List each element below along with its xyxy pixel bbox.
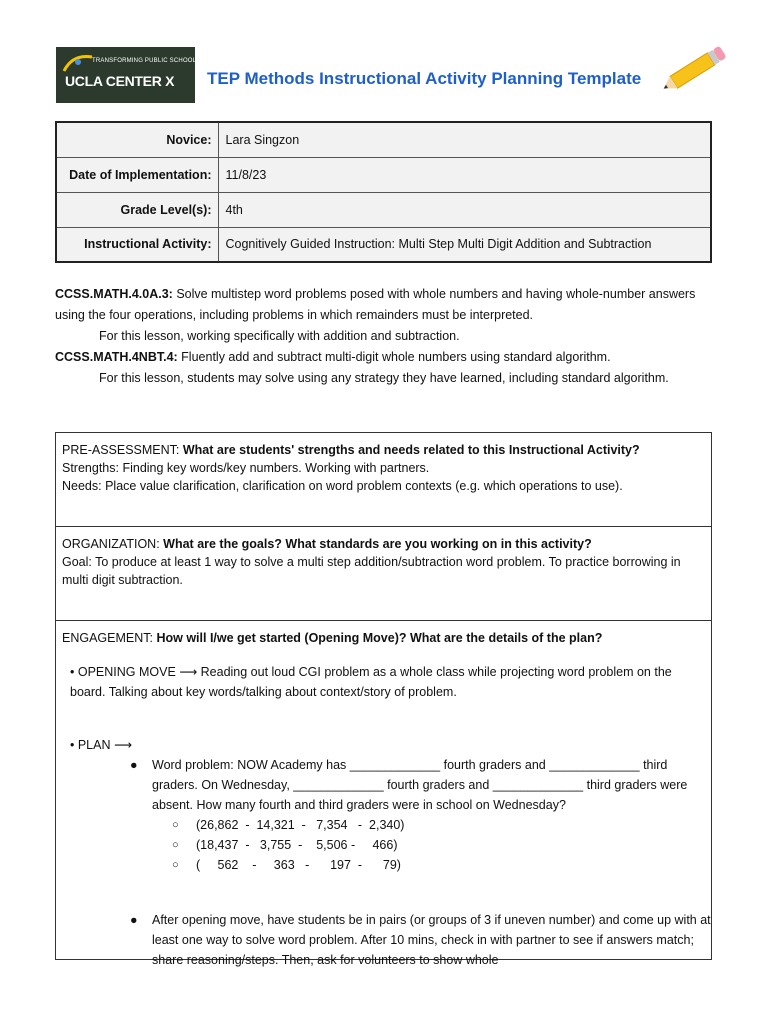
- number-set-text: (26,862 - 14,321 - 7,354 - 2,340): [196, 818, 405, 832]
- section-label: ENGAGEMENT:: [62, 631, 157, 645]
- plan-bullet-1: [56, 755, 711, 815]
- standard-note: For this lesson, working specifically with addition and subtraction.: [99, 329, 460, 343]
- number-set: [56, 855, 711, 875]
- info-label: Grade Level(s):: [56, 192, 218, 227]
- logo-tagline: TRANSFORMING PUBLIC SCHOOLS: [92, 58, 201, 64]
- goal-text: Goal: To produce at least 1 way to solve a multi step addition/subtraction word problem. To practice borrowing in multi digit subtraction.: [62, 555, 681, 587]
- number-set-text: ( 562 - 363 - 197 - 79): [196, 858, 401, 872]
- circle-bullet-icon: ○: [172, 839, 179, 851]
- ucla-center-x-logo: [56, 47, 201, 103]
- engagement-heading: [62, 629, 705, 647]
- info-row-novice: [56, 122, 711, 157]
- plan-bullet-2: [56, 910, 711, 970]
- standard-note: For this lesson, students may solve using any strategy they have learned, including standard algorithm.: [99, 371, 669, 385]
- needs-text: Needs: Place value clarification, clarification on word problem contexts (e.g. which operations to use).: [62, 479, 623, 493]
- pairs-activity-text: After opening move, have students be in pairs (or groups of 3 if uneven number) and come up with at least one way to solve word problem. After 10 mins, check in with partner to see if answers match; share reasoning/steps. Then, ask for volunteers to show whole: [152, 913, 711, 967]
- organization-box: [55, 526, 712, 620]
- info-table: [55, 121, 712, 263]
- plan-label: • PLAN ⟶: [70, 738, 132, 752]
- number-set: [56, 835, 711, 855]
- standard-1: [55, 284, 715, 326]
- logo-swoosh-icon: [62, 53, 94, 75]
- info-value: 11/8/23: [218, 157, 711, 192]
- bullet-icon: ●: [130, 758, 138, 772]
- info-value: Cognitively Guided Instruction: Multi Step Multi Digit Addition and Subtraction: [218, 227, 711, 262]
- circle-bullet-icon: ○: [172, 819, 179, 831]
- standard-code: CCSS.MATH.4NBT.4:: [55, 350, 178, 364]
- standard-text: Fluently add and subtract multi-digit whole numbers using standard algorithm.: [177, 350, 611, 364]
- standard-2: [55, 347, 715, 368]
- info-value: Lara Singzon: [218, 122, 711, 157]
- circle-bullet-icon: ○: [172, 859, 179, 871]
- organization-heading: [62, 535, 705, 553]
- number-set: [56, 815, 711, 835]
- section-question: How will I/we get started (Opening Move)? What are the details of the plan?: [156, 631, 603, 645]
- info-label: Novice:: [56, 122, 218, 157]
- page-title: TEP Methods Instructional Activity Planning Template: [207, 69, 642, 88]
- pencil-icon: [656, 44, 734, 94]
- number-set-text: (18,437 - 3,755 - 5,506 - 466): [196, 838, 398, 852]
- info-label: Instructional Activity:: [56, 227, 218, 262]
- info-label: Date of Implementation:: [56, 157, 218, 192]
- section-question: What are students' strengths and needs related to this Instructional Activity?: [182, 443, 640, 457]
- section-label: PRE-ASSESSMENT:: [62, 443, 183, 457]
- bullet-icon: ●: [130, 913, 138, 927]
- info-value: 4th: [218, 192, 711, 227]
- engagement-box: [55, 620, 712, 967]
- logo-name: UCLA CENTER X: [65, 73, 175, 89]
- pre-assessment-heading: [62, 441, 705, 459]
- pre-assessment-box: [55, 432, 712, 526]
- section-question: What are the goals? What standards are you working on in this activity?: [163, 537, 592, 551]
- section-label: ORGANIZATION:: [62, 537, 164, 551]
- word-problem-text: Word problem: NOW Academy has _____________ fourth graders and _____________ third graders. On Wednesday, _____________ fourth graders and _____________ third graders were absent. How many fourth and third graders were in school on Wednesday?: [152, 758, 688, 812]
- opening-move-text: • OPENING MOVE ⟶ Reading out loud CGI problem as a whole class while projecting word problem on the board. Talking about key words/talking about context/story of problem.: [70, 665, 672, 699]
- info-row-activity: [56, 227, 711, 262]
- strengths-text: Strengths: Finding key words/key numbers. Working with partners.: [62, 461, 430, 475]
- info-row-grade: [56, 192, 711, 227]
- info-row-date: [56, 157, 711, 192]
- standard-text: Solve multistep word problems posed with whole numbers and having whole-number answers using the four operations, including problems in which remainders must be interpreted.: [55, 287, 696, 322]
- standard-code: CCSS.MATH.4.0A.3:: [55, 287, 173, 301]
- standards-section: [55, 284, 715, 389]
